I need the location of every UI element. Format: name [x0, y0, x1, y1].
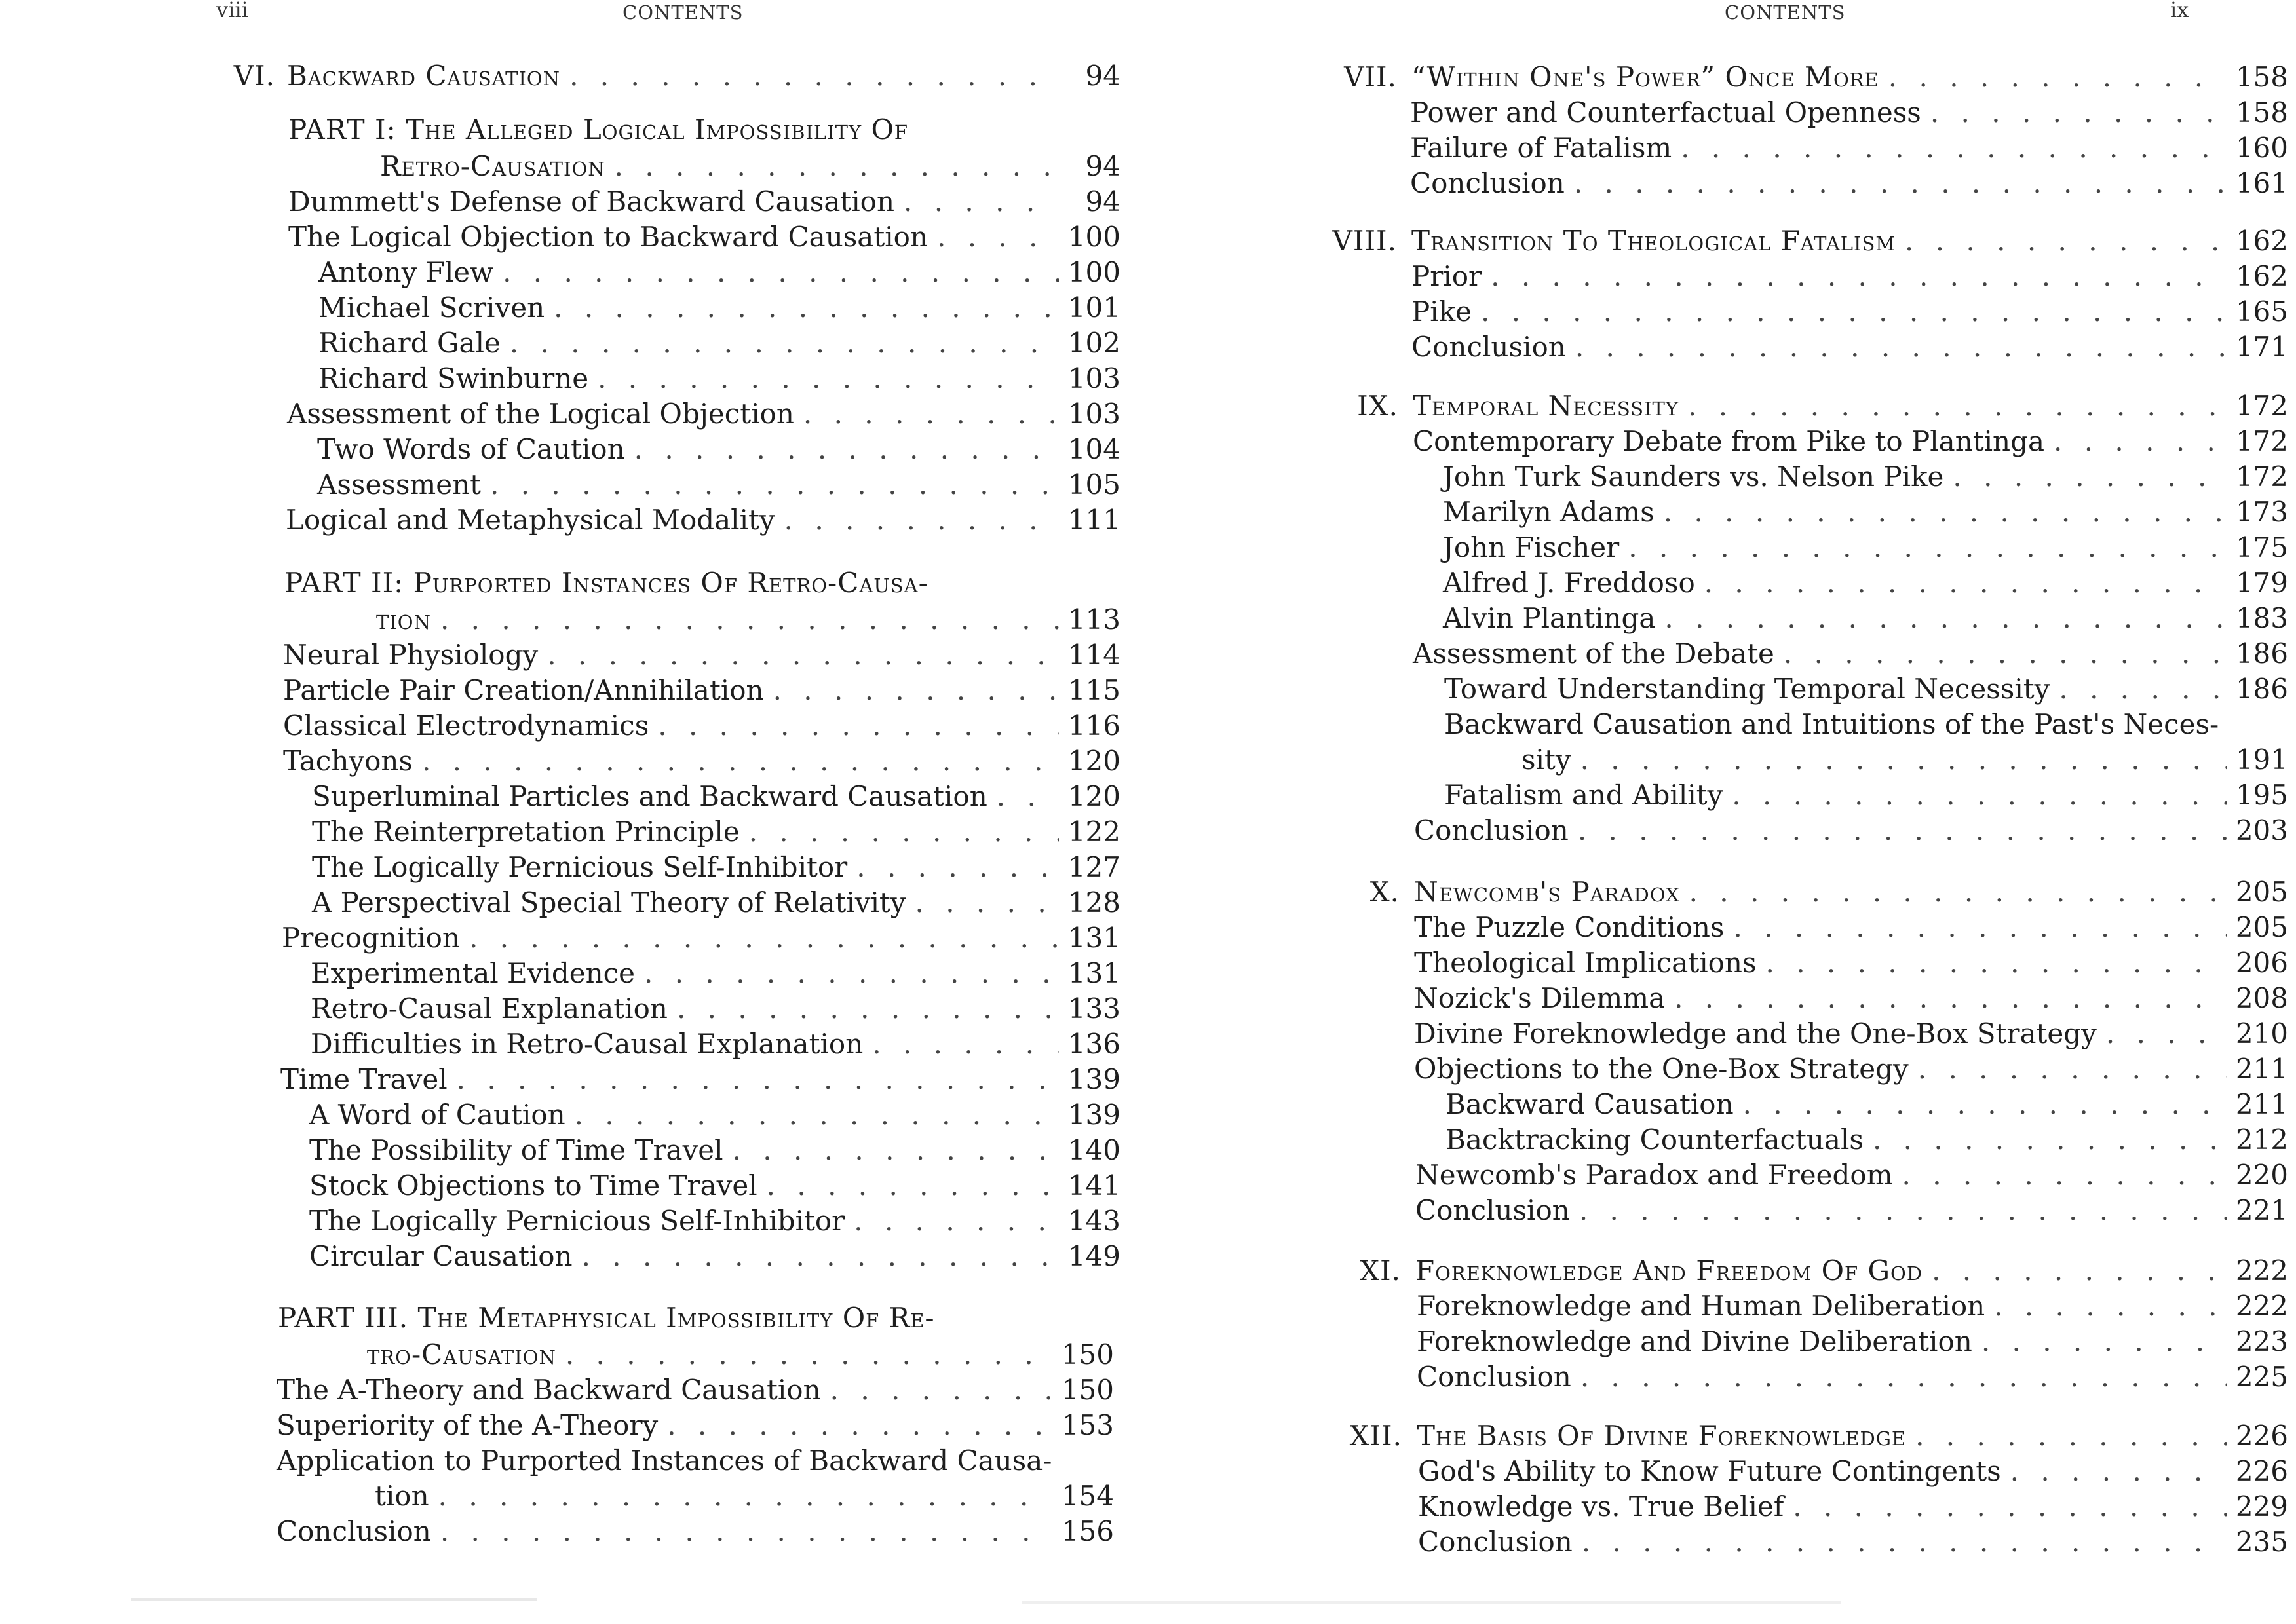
toc-entry[interactable]: Marilyn Adams . . . 173 [1443, 495, 2288, 529]
part-title: Retro-Causation [380, 150, 605, 182]
chapter-numeral: VIII. [1332, 225, 1397, 257]
toc-entry[interactable]: God's Ability to Know Future Contingents . . . 226 [1418, 1454, 2288, 1488]
page-folio: ix [2170, 0, 2189, 22]
toc-entry-line: Backward Causation and Intuitions of the Past's Neces- [1444, 708, 2219, 740]
chapter-title: Temporal Necessity [1413, 390, 1679, 422]
chapter-numeral: XII. [1349, 1420, 1402, 1452]
toc-entry[interactable]: Foreknowledge and Human Deliberation . . . 222 [1417, 1289, 2288, 1323]
toc-entry[interactable]: A Word of Caution . . . 139 [309, 1098, 1120, 1132]
toc-entry[interactable]: Experimental Evidence . . . 131 [311, 956, 1120, 991]
toc-entry[interactable]: Dummett's Defense of Backward Causation . . . 94 [288, 185, 1120, 219]
toc-entry[interactable]: The Reinterpretation Principle . . . 122 [312, 815, 1120, 849]
toc-entry[interactable]: The Possibility of Time Travel . . . 140 [309, 1133, 1120, 1167]
chapter-title: Transition To Theological Fatalism [1411, 225, 1896, 257]
toc-entry[interactable]: Conclusion . . . 225 [1417, 1360, 2288, 1394]
page-folio: viii [216, 0, 248, 22]
chapter-heading[interactable]: XII. The Basis Of Divine Foreknowledge . . . 226 [1337, 1419, 2288, 1453]
right-page [1148, 0, 2296, 1624]
part-heading: PART II: Purported Instances Of Retro-Causa- [284, 567, 928, 599]
toc-entry[interactable]: Knowledge vs. True Belief . . . 229 [1418, 1490, 2288, 1524]
toc-entry[interactable]: Fatalism and Ability . . . 195 [1444, 778, 2288, 812]
scan-edge [1022, 1601, 1841, 1604]
toc-entry[interactable]: Backtracking Counterfactuals . . . 212 [1445, 1123, 2288, 1157]
toc-entry[interactable]: Foreknowledge and Divine Deliberation . . . 223 [1417, 1325, 2288, 1359]
toc-entry[interactable]: Richard Swinburne . . . 103 [318, 362, 1120, 396]
chapter-heading[interactable]: IX. Temporal Necessity . . . 172 [1333, 389, 2288, 423]
toc-entry[interactable]: Alvin Plantinga . . . 183 [1443, 601, 2288, 635]
chapter-title: “Within One's Power” Once More [1411, 61, 1879, 93]
toc-entry[interactable]: John Fischer . . . 175 [1443, 531, 2288, 565]
toc-entry[interactable]: Nozick's Dilemma . . . 208 [1414, 981, 2288, 1015]
part-title: tion [376, 603, 431, 635]
toc-entry[interactable]: tion . . . 154 [375, 1479, 1114, 1513]
toc-entry[interactable]: Conclusion . . . 203 [1414, 814, 2288, 848]
dot-leader [615, 149, 1059, 183]
toc-entry[interactable]: Prior . . . 162 [1411, 259, 2288, 293]
toc-entry[interactable]: The Logical Objection to Backward Causation . . . 100 [288, 220, 1120, 254]
toc-entry[interactable]: Tachyons . . . 120 [283, 744, 1120, 778]
toc-entry[interactable]: Conclusion . . . 156 [277, 1515, 1114, 1549]
chapter-title: Backward Causation [287, 60, 561, 92]
chapter-numeral: IX. [1357, 390, 1398, 422]
toc-entry[interactable]: The Logically Pernicious Self-Inhibitor . . . 127 [312, 850, 1120, 884]
toc-entry[interactable]: Pike . . . 165 [1411, 295, 2288, 329]
toc-entry[interactable]: John Turk Saunders vs. Nelson Pike . . . 172 [1443, 460, 2288, 494]
toc-entry[interactable]: Antony Flew . . . 100 [318, 255, 1120, 290]
chapter-heading[interactable]: VII. “Within One's Power” Once More . . . 158 [1331, 60, 2288, 94]
toc-entry[interactable]: Richard Gale . . . 102 [318, 326, 1120, 360]
toc-entry-line: Application to Purported Instances of Backward Causa- [277, 1445, 1052, 1477]
toc-entry[interactable]: Classical Electrodynamics . . . 116 [283, 709, 1120, 743]
toc-entry[interactable]: Superiority of the A-Theory . . . 153 [277, 1408, 1114, 1443]
chapter-heading[interactable]: XI. Foreknowledge And Freedom Of God . . . 222 [1335, 1254, 2288, 1288]
toc-entry[interactable]: Difficulties in Retro-Causal Explanation . . . 136 [311, 1027, 1120, 1061]
scan-edge [131, 1598, 537, 1601]
part-heading-continuation[interactable] [380, 149, 1120, 183]
toc-entry[interactable]: Conclusion . . . 235 [1418, 1525, 2288, 1559]
toc-entry[interactable]: Two Words of Caution . . . 104 [317, 432, 1120, 466]
part-heading: PART III. The Metaphysical Impossibility Of Re- [278, 1302, 935, 1334]
chapter-title: The Basis Of Divine Foreknowledge [1417, 1420, 1907, 1452]
page-number: 150 [1061, 1338, 1114, 1370]
toc-entry[interactable]: Assessment of the Debate . . . 186 [1413, 637, 2288, 671]
toc-entry[interactable]: Objections to the One-Box Strategy . . . 211 [1414, 1052, 2288, 1086]
toc-entry[interactable]: Assessment of the Logical Objection . . . 103 [287, 397, 1120, 431]
toc-entry[interactable]: Assessment . . . 105 [317, 468, 1120, 502]
toc-entry[interactable]: Conclusion . . . 161 [1410, 166, 2288, 200]
chapter-title: Foreknowledge And Freedom Of God [1415, 1255, 1923, 1287]
running-header: CONTENTS [622, 1, 744, 24]
toc-entry[interactable]: Stock Objections to Time Travel . . . 141 [309, 1169, 1120, 1203]
toc-entry[interactable]: Particle Pair Creation/Annihilation . . . 115 [283, 673, 1120, 708]
toc-entry[interactable]: Precognition . . . 131 [282, 921, 1120, 955]
page-number: 113 [1067, 603, 1120, 635]
toc-entry[interactable]: Divine Foreknowledge and the One-Box Strategy . . . 210 [1414, 1017, 2288, 1051]
toc-entry[interactable]: Backward Causation . . . 211 [1445, 1087, 2288, 1122]
part-heading: PART I: The Alleged Logical Impossibility Of [288, 113, 909, 145]
toc-entry[interactable]: Circular Causation . . . 149 [309, 1239, 1120, 1274]
toc-entry[interactable]: Contemporary Debate from Pike to Plantinga . . . 172 [1413, 425, 2288, 459]
toc-entry[interactable]: Logical and Metaphysical Modality . . . 111 [286, 503, 1120, 537]
part-heading-continuation[interactable] [367, 1338, 1114, 1372]
toc-entry[interactable]: Theological Implications . . . 206 [1414, 946, 2288, 980]
toc-entry[interactable]: The A-Theory and Backward Causation . . . 150 [277, 1373, 1114, 1407]
toc-entry[interactable]: Conclusion . . . 171 [1411, 330, 2288, 364]
chapter-numeral: VII. [1344, 61, 1397, 93]
toc-entry[interactable]: Conclusion . . . 221 [1415, 1194, 2288, 1228]
toc-entry[interactable]: Retro-Causal Explanation . . . 133 [311, 992, 1120, 1026]
toc-entry[interactable]: Superluminal Particles and Backward Causation . . . 120 [312, 780, 1120, 814]
toc-entry[interactable]: The Logically Pernicious Self-Inhibitor . . . 143 [309, 1204, 1120, 1238]
chapter-heading[interactable] [223, 59, 1120, 93]
running-header: CONTENTS [1725, 1, 1846, 24]
toc-entry[interactable]: Neural Physiology . . . 114 [283, 638, 1120, 672]
chapter-title: Newcomb's Paradox [1414, 876, 1680, 908]
chapter-numeral: X. [1369, 876, 1400, 908]
toc-entry[interactable]: Time Travel . . . 139 [280, 1063, 1120, 1097]
part-title: tro-Causation [367, 1338, 556, 1370]
page-number: 94 [1085, 60, 1120, 92]
toc-right [1148, 0, 2296, 1624]
chapter-heading[interactable]: VIII. Transition To Theological Fatalism . . . 162 [1331, 224, 2288, 258]
toc-entry[interactable]: A Perspectival Special Theory of Relativity . . . 128 [312, 886, 1120, 920]
toc-entry[interactable]: sity . . . 191 [1521, 743, 2288, 777]
chapter-numeral: XI. [1360, 1255, 1401, 1287]
toc-entry[interactable]: The Puzzle Conditions . . . 205 [1414, 911, 2288, 945]
toc-entry[interactable]: Michael Scriven . . . 101 [318, 291, 1120, 325]
page-number: 94 [1085, 150, 1120, 182]
toc-entry[interactable]: Newcomb's Paradox and Freedom . . . 220 [1415, 1158, 2288, 1192]
dot-leader [569, 59, 1059, 93]
toc-entry[interactable]: Alfred J. Freddoso . . . 179 [1443, 566, 2288, 600]
chapter-numeral: VI. [233, 60, 275, 92]
dot-leader [565, 1338, 1052, 1372]
toc-entry[interactable]: Power and Counterfactual Openness . . . 158 [1410, 96, 2288, 130]
toc-entry[interactable]: Toward Understanding Temporal Necessity . . . 186 [1444, 672, 2288, 706]
part-heading-continuation[interactable] [376, 603, 1120, 637]
chapter-heading[interactable]: X. Newcomb's Paradox . . . 205 [1334, 875, 2288, 909]
dot-leader [440, 603, 1059, 637]
toc-entry[interactable]: Failure of Fatalism . . . 160 [1410, 131, 2288, 165]
